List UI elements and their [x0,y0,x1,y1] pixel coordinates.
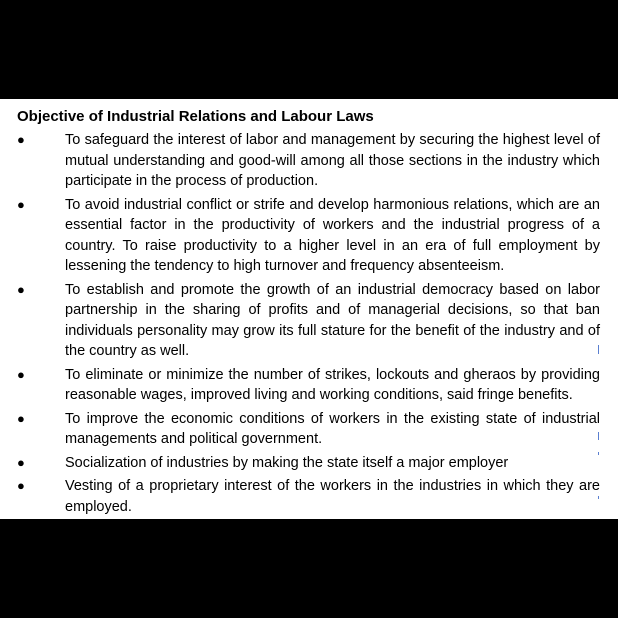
list-item [0,280,618,362]
objectives-list [0,130,618,519]
list-item-text: To establish and promote the growth of an industrial democracy based on labor partnership in the sharing of profits and of managerial decisions, so that ban individuals personality may grow its full stature for the benefit of the industry and of the country as well. [65,281,600,359]
bullet-icon: ● [17,132,25,147]
bullet-icon: ● [17,281,25,297]
list-item-text: To eliminate or minimize the number of strikes, lockouts and gheraos by providing reasonable wages, improved living and working conditions, said fringe benefits. [65,366,600,403]
list-item-text: To safeguard the interest of labor and management by securing the highest level of mutual understanding and good-will among all those sections in the industry which participate in the process of production. [65,132,600,189]
document-title: Objective of Industrial Relations and Labour Laws [17,108,374,125]
bullet-icon: ● [17,454,25,470]
margin-mark [598,345,599,354]
list-item [0,195,618,277]
margin-mark [598,496,599,499]
bullet-icon: ● [17,366,25,382]
margin-mark [598,452,599,455]
list-item [0,409,618,450]
list-item-text: To avoid industrial conflict or strife and develop harmonious relations, which are an essential factor in the productivity of workers and the industrial progress of a country. To raise productivity to a higher level in an era of full employment by lessening the tendency to high turnover and frequency absenteeism. [65,196,600,274]
bullet-icon: ● [17,478,25,493]
list-item [0,453,618,474]
list-item [0,130,618,192]
bullet-icon: ● [17,410,25,426]
list-item [0,476,618,517]
list-item-text: Socialization of industries by making the state itself a major employer [65,454,509,471]
document-page [0,99,618,519]
list-item-text: Vesting of a proprietary interest of the workers in the industries in which they are employed. [65,478,600,515]
list-item-text: To improve the economic conditions of workers in the existing state of industrial managements and political government. [65,410,600,447]
list-item [0,365,618,406]
margin-mark [598,432,599,440]
bullet-icon: ● [17,196,25,212]
